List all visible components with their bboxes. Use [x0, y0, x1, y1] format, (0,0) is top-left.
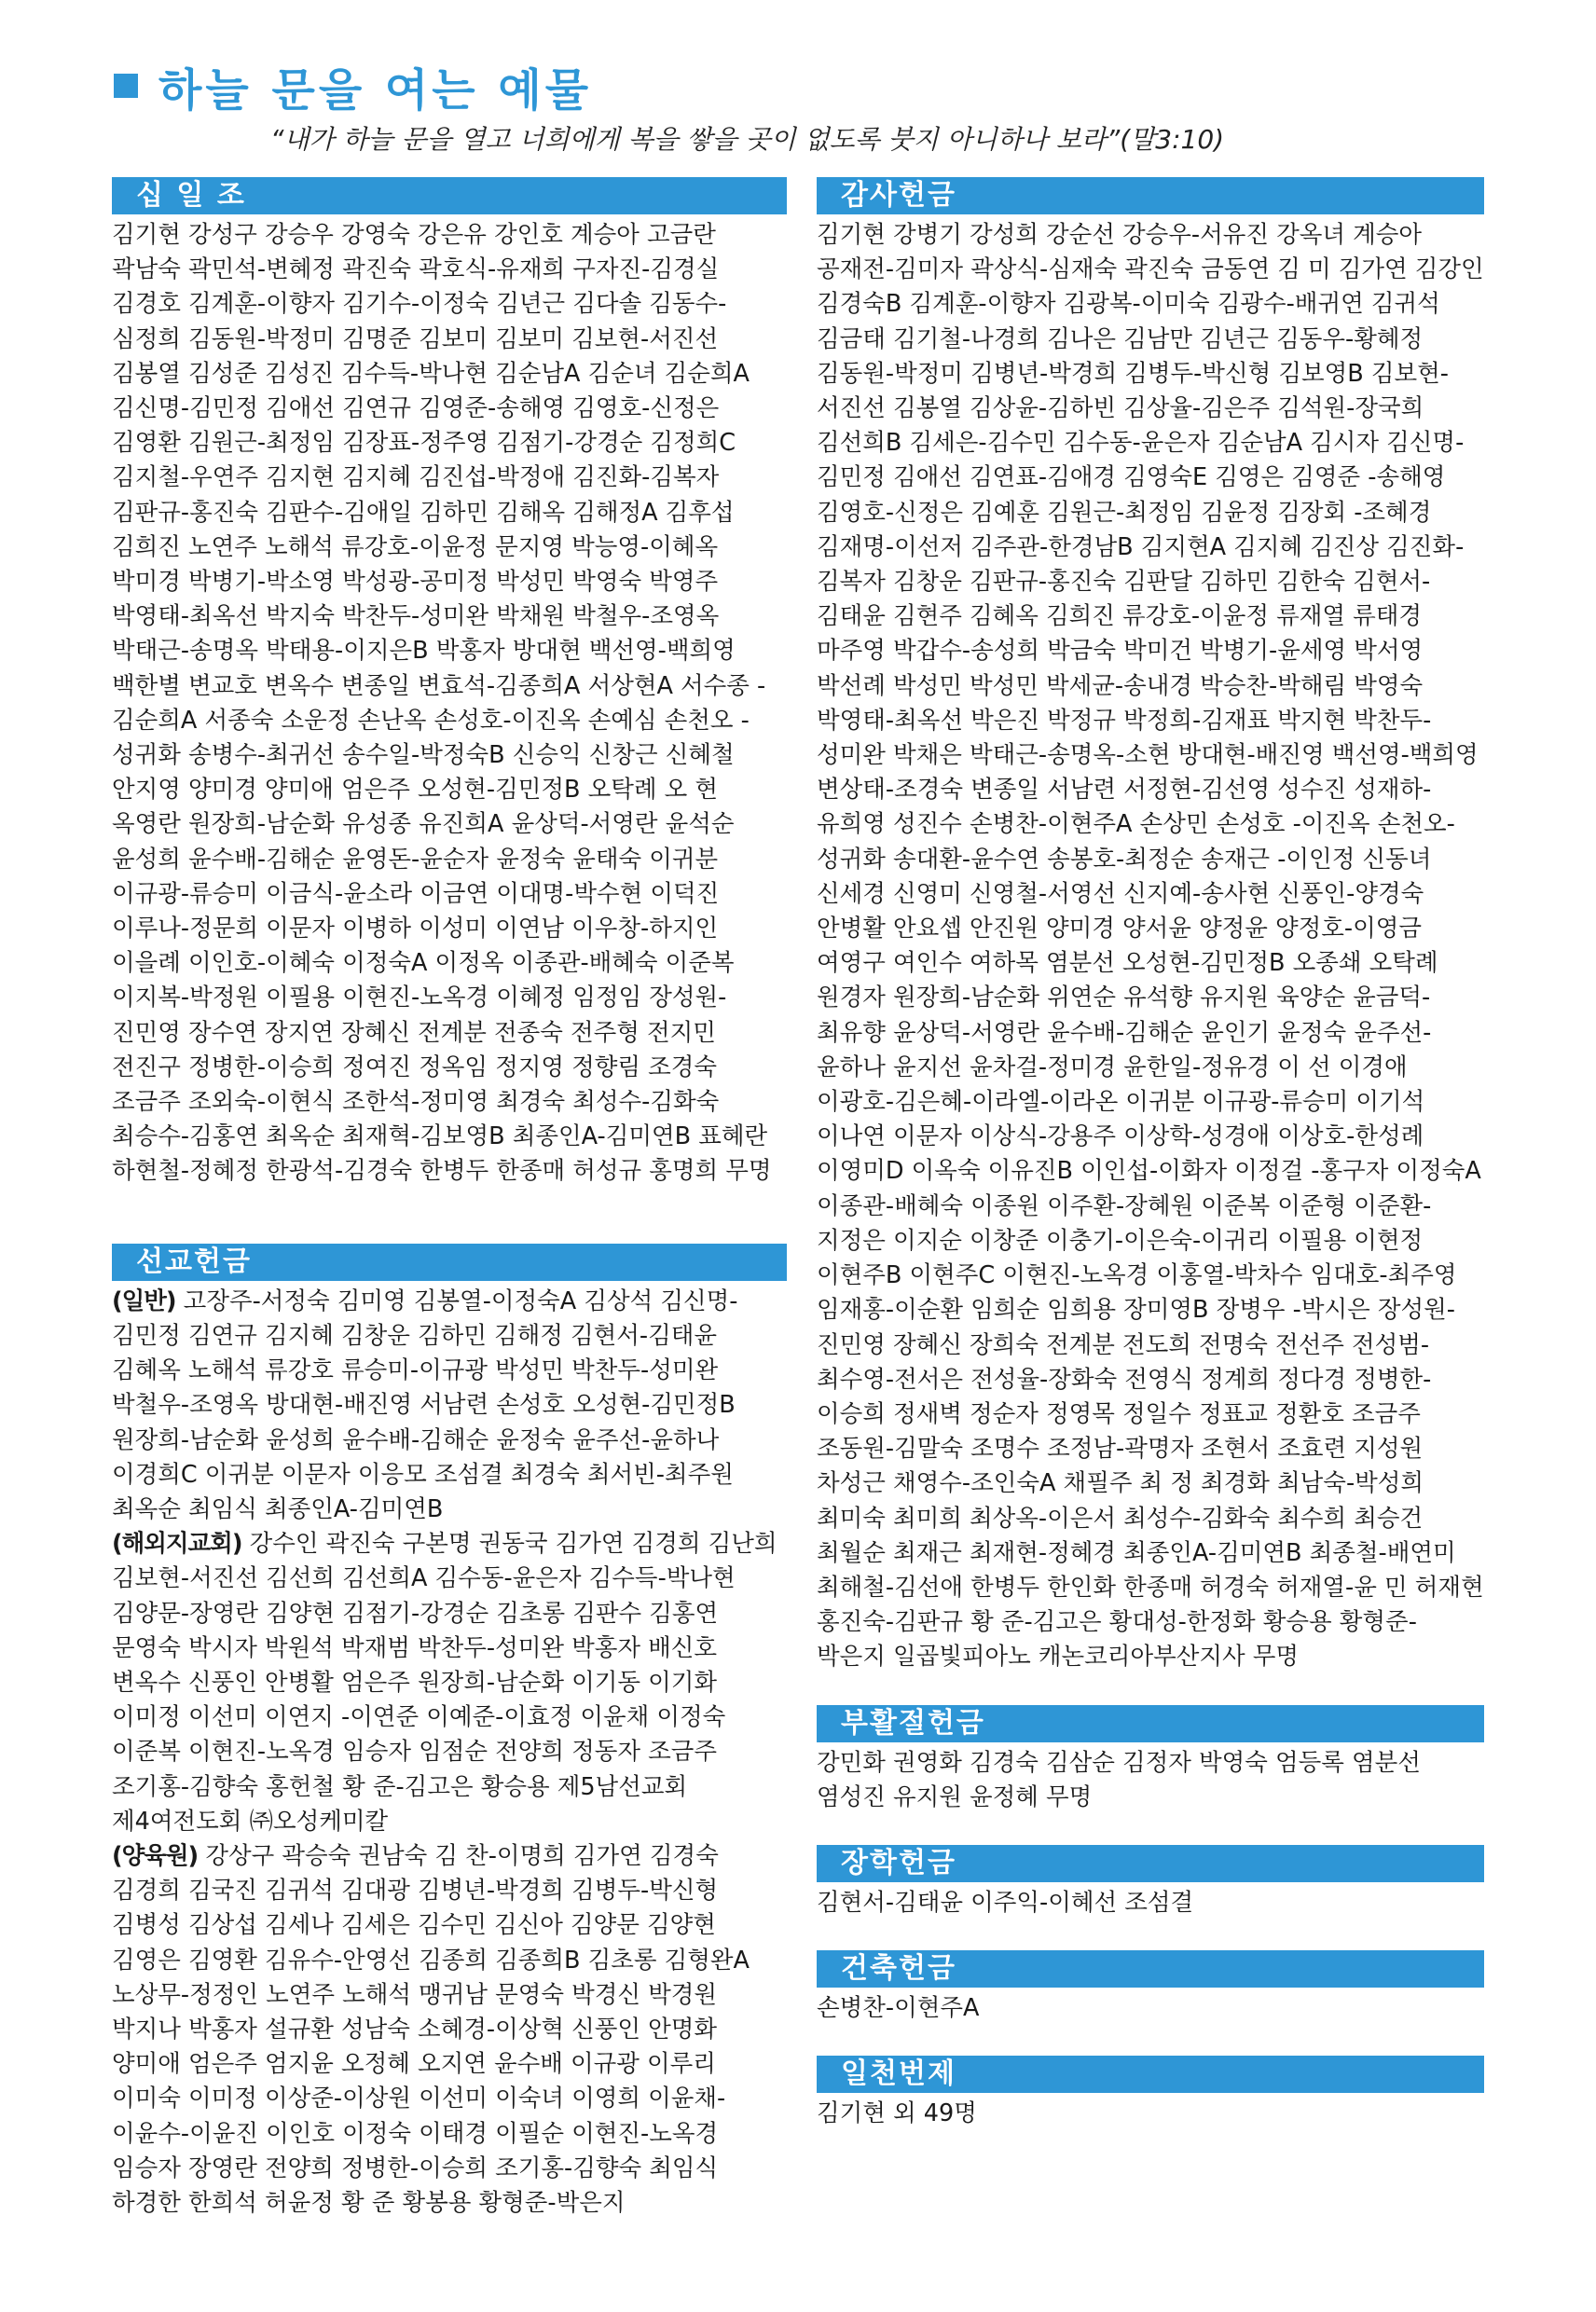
section-body-tithe: 김기현 강성구 강승우 강영숙 강은유 강인호 계승아 고금란 곽남숙 곽민석-변혜정 곽진숙 곽호식-유재희 구자진-김경실 김경호 김계훈-이향자 김기수-이정숙 김년근 김다솔 김동수-심정희 김동원-박정미 김명준 김보미 김보미 김보현-서진선 김봉열 김성준 김성진 김수득-박나현 김순남A 김순녀 김순희A 김신명-김민정 김애선 김연규 김영준-송해영 김영호-신정은 김영환 김원근-최정임 김장표-정주영 김점기-강경순 김정희C 김지철-우연주 김지현 김지혜 김진섭-박정애 김진화-김복자 김판규-홍진숙 김판수-김애일 김하민 김해옥 김해정A 김후섭 김희진 노연주 노해석 류강호-이윤정 문지영 박능영-이혜옥 박미경 박병기-박소영 박성광-공미정 박성민 박영숙 박영주 박영태-최옥선 박지숙 박찬두-성미완 박채원 박철우-조영옥 박태근-송명옥 박태용-이지은B 박홍자 방대현 백선영-백희영 백한별 변교호 변옥수 변종일 변효석-김종희A 서상현A 서수종 -김순희A 서종숙 소운정 손난옥 손성호-이진옥 손예심 손천오 -성귀화 송병수-최귀선 송수일-박정숙B 신승익 신창근 신혜철 안지영 양미경 양미애 엄은주 오성현-김민정B 오탁례 오 현 옥영란 원장희-남순화 유성종 유진희A 윤상덕-서영란 윤석순 윤성희 윤수배-김해순 윤영돈-윤순자 윤정숙 윤태숙 이귀분 이규광-류승미 이금식-윤소라 이금연 이대명-박수현 이덕진 이루나-정문희 이문자 이병하 이성미 이연남 이우창-하지인 이을례 이인호-이혜숙 이정숙A 이정옥 이종관-배혜숙 이준복 이지복-박정원 이필용 이현진-노옥경 이혜정 임정임 장성원-진민영 장수연 장지연 장혜신 전계분 전종숙 전주형 전지민 전진구 정병한-이승희 정여진 정옥임 정지영 정향림 조경숙 조금주 조외숙-이현식 조한석-정미영 최경숙 최성수-김화숙 최승수-김홍연 최옥순 최재혁-김보영B 최종인A-김미연B 표혜란 하현철-정혜정 한광석-김경숙 한병두 한종매 허성규 홍명희 무명 [112, 221, 772, 1186]
section-gap [817, 1920, 1484, 1950]
section-gap [817, 1815, 1484, 1845]
section-title-tithe: 십 일 조 [112, 177, 787, 214]
page-header [114, 54, 1493, 117]
bible-verse: “내가 하늘 문을 열고 너희에게 복을 쌓을 곳이 없도록 붓지 아니하나 보라”(말3:10) [270, 124, 1225, 155]
section-title-building: 건축헌금 [817, 1950, 1484, 1988]
title-row [114, 54, 1493, 117]
section-title-easter: 부활절헌금 [817, 1705, 1484, 1742]
mission-text-general: 고장주-서정숙 김미영 김봉열-이정숙A 김상석 김신명-김민정 김연규 김지혜 김창운 김하민 김해정 김현서-김태윤 김혜옥 노해석 류강호 류승미-이규광 박성민 박찬두-성미완 박철우-조영옥 방대현-배진영 서남련 손성호 오성현-김민정B 원장희-남순화 윤성희 윤수배-김해순 윤정숙 윤주선-윤하나 이경희C 이귀분 이문자 이응모 조섬결 최경숙 최서빈-최주원 최옥순 최임식 최종인A-김미연B [112, 1287, 738, 1523]
left-column [112, 177, 787, 2221]
mission-text-orphanage: 강상구 곽승숙 권남숙 김 찬-이명희 김가연 김경숙 김경희 김국진 김귀석 김대광 김병년-박경희 김병두-박신형 김병성 김상섭 김세나 김세은 김수민 김신아 김양문 김양현 김영은 김영환 김유수-안영선 김종희 김종희B 김초롱 김형완A 노상무-정정인 노연주 노해석 맹귀남 문영숙 박경신 박경원 박지나 박홍자 설규환 성남숙 소혜경-이상혁 신풍인 안명화 양미애 엄은주 엄지윤 오정혜 오지연 윤수배 이규광 이루리 이미숙 이미정 이상준-이상원 이선미 이숙녀 이영희 이윤채-이윤수-이윤진 이인호 이정숙 이태경 이필순 이현진-노옥경 임승자 장영란 전양희 정병한-이승희 조기홍-김향숙 최임식 하경한 한희석 허윤정 황 준 황봉용 황형준-박은지 [112, 1841, 750, 2217]
mission-tag-orphanage: (양육원) [112, 1841, 199, 1870]
section-body-easter: 강민화 권영화 김경숙 김삼순 김정자 박영숙 엄등록 염분선 염성진 유지원 윤정혜 무명 [817, 1748, 1421, 1811]
mission-tag-general: (일반) [112, 1287, 176, 1315]
section-title-scholarship: 장학헌금 [817, 1845, 1484, 1882]
section-thousand-offering [817, 2056, 1484, 2131]
right-column [817, 177, 1484, 2132]
section-tithe [112, 177, 787, 1190]
section-body-building: 손병찬-이현주A [817, 1994, 980, 2023]
section-body-thousand-offering: 김기현 외 49명 [817, 2099, 977, 2128]
mission-text-overseas: 강수인 곽진숙 구본명 권동국 김가연 김경희 김난희 김보현-서진선 김선희 김선희A 김수동-윤은자 김수득-박나현 김양문-장영란 김양현 김점기-강경순 김초롱 김판수 김홍연 문영숙 박시자 박원석 박재범 박찬두-성미완 박홍자 배신호 변옥수 신풍인 안병활 엄은주 원장희-남순화 이기동 이기화 이미정 이선미 이연지 -이연준 이예준-이효정 이윤채 이정숙 이준복 이현진-노옥경 임승자 임점순 전양희 정동자 조금주 조기홍-김향숙 홍헌철 황 준-김고은 황승용 제5남선교회 제4여전도회 ㈜오성케미칼 [112, 1530, 777, 1836]
section-gap [817, 2026, 1484, 2056]
page-title: 하늘 문을 여는 예물 [158, 63, 593, 117]
section-title-thanks: 감사헌금 [817, 177, 1484, 214]
section-title-thousand-offering: 일천번제 [817, 2056, 1484, 2093]
section-gap [112, 1190, 787, 1244]
mission-tag-overseas: (해외지교회) [112, 1530, 242, 1559]
section-mission [112, 1244, 787, 2221]
title-square-icon [114, 74, 138, 98]
section-body-mission [112, 1285, 787, 2221]
section-easter [817, 1705, 1484, 1815]
section-body-scholarship: 김현서-김태윤 이주익-이혜선 조섬결 [817, 1888, 1194, 1917]
section-building [817, 1950, 1484, 2026]
section-thanks [817, 177, 1484, 1675]
section-title-mission: 선교헌금 [112, 1244, 787, 1281]
section-scholarship [817, 1845, 1484, 1920]
section-body-thanks: 김기현 강병기 강성희 강순선 강승우-서유진 강옥녀 계승아 공재전-김미자 곽상식-심재숙 곽진숙 금동연 김 미 김가연 김강인 김경숙B 김계훈-이향자 김광복-이미숙 김광수-배귀연 김귀석 김금태 김기철-나경희 김나은 김남만 김년근 김동우-황혜정 김동원-박정미 김병년-박경희 김병두-박신형 김보영B 김보현-서진선 김봉열 김상윤-김하빈 김상율-김은주 김석원-장국희 김선희B 김세은-김수민 김수동-윤은자 김순남A 김시자 김신명-김민정 김애선 김연표-김애경 김영숙E 김영은 김영준 -송해영 김영호-신정은 김예훈 김원근-최정임 김윤정 김장회 -조혜경 김재명-이선저 김주관-한경남B 김지현A 김지혜 김진상 김진화-김복자 김창운 김판규-홍진숙 김판달 김하민 김한숙 김현서-김태윤 김현주 김혜옥 김희진 류강호-이윤정 류재열 류태경 마주영 박갑수-송성희 박금숙 박미건 박병기-윤세영 박서영 박선례 박성민 박성민 박세균-송내경 박승찬-박해림 박영숙 박영태-최옥선 박은진 박정규 박정희-김재표 박지현 박찬두-성미완 박채은 박태근-송명옥-소현 방대현-배진영 백선영-백희영 변상태-조경숙 변종일 서남련 서정현-김선영 성수진 성재하-유희영 성진수 손병찬-이현주A 손상민 손성호 -이진옥 손천오-성귀화 송대환-윤수연 송봉호-최정순 송재근 -이인정 신동녀 신세경 신영미 신영철-서영선 신지예-송사현 신풍인-양경숙 안병활 안요셉 안진원 양미경 양서윤 양정윤 양정호-이영금 여영구 여인수 여하목 염분선 오성현-김민정B 오종쇄 오탁례 원경자 원장희-남순화 위연순 유석향 유지원 육양순 윤금덕-최유향 윤상덕-서영란 윤수배-김해순 윤인기 윤정숙 윤주선-윤하나 윤지선 윤차걸-정미경 윤한일-정유경 이 선 이경애 이광호-김은혜-이라엘-이라온 이귀분 이규광-류승미 이기석 이나연 이문자 이상식-강용주 이상학-성경애 이상호-한성례 이영미D 이옥숙 이유진B 이인섭-이화자 이정걸 -홍구자 이정숙A 이종관-배혜숙 이종원 이주환-장혜원 이준복 이준형 이준환-지정은 이지순 이창준 이충기-이은숙-이귀리 이필용 이현정 이현주B 이현주C 이현진-노옥경 이홍열-박차수 임대호-최주영 임재홍-이순환 임희순 임희용 장미영B 장병우 -박시은 장성원-진민영 장혜신 장희숙 전계분 전도희 전명숙 전선주 전성범-최수영-전서은 전성율-장화숙 전영식 정계희 정다경 정병한-이승희 정새벽 정순자 정영목 정일수 정표교 정환호 조금주 조동원-김말숙 조명수 조정남-곽명자 조현서 조효련 지성원 차성근 채영수-조인숙A 채필주 최 정 최경화 최남숙-박성희 최미숙 최미희 최상옥-이은서 최성수-김화숙 최수희 최승건 최월순 최재근 최재현-정혜경 최종인A-김미연B 최종철-배연미 최해철-김선애 한병두 한인화 한종매 허경숙 허재열-윤 민 허재현 홍진숙-김판규 황 준-김고은 황대성-한정화 황승용 황형준-박은지 일곱빛피아노 캐논코리아부산지사 무명 [817, 221, 1484, 1672]
section-gap [817, 1675, 1484, 1705]
